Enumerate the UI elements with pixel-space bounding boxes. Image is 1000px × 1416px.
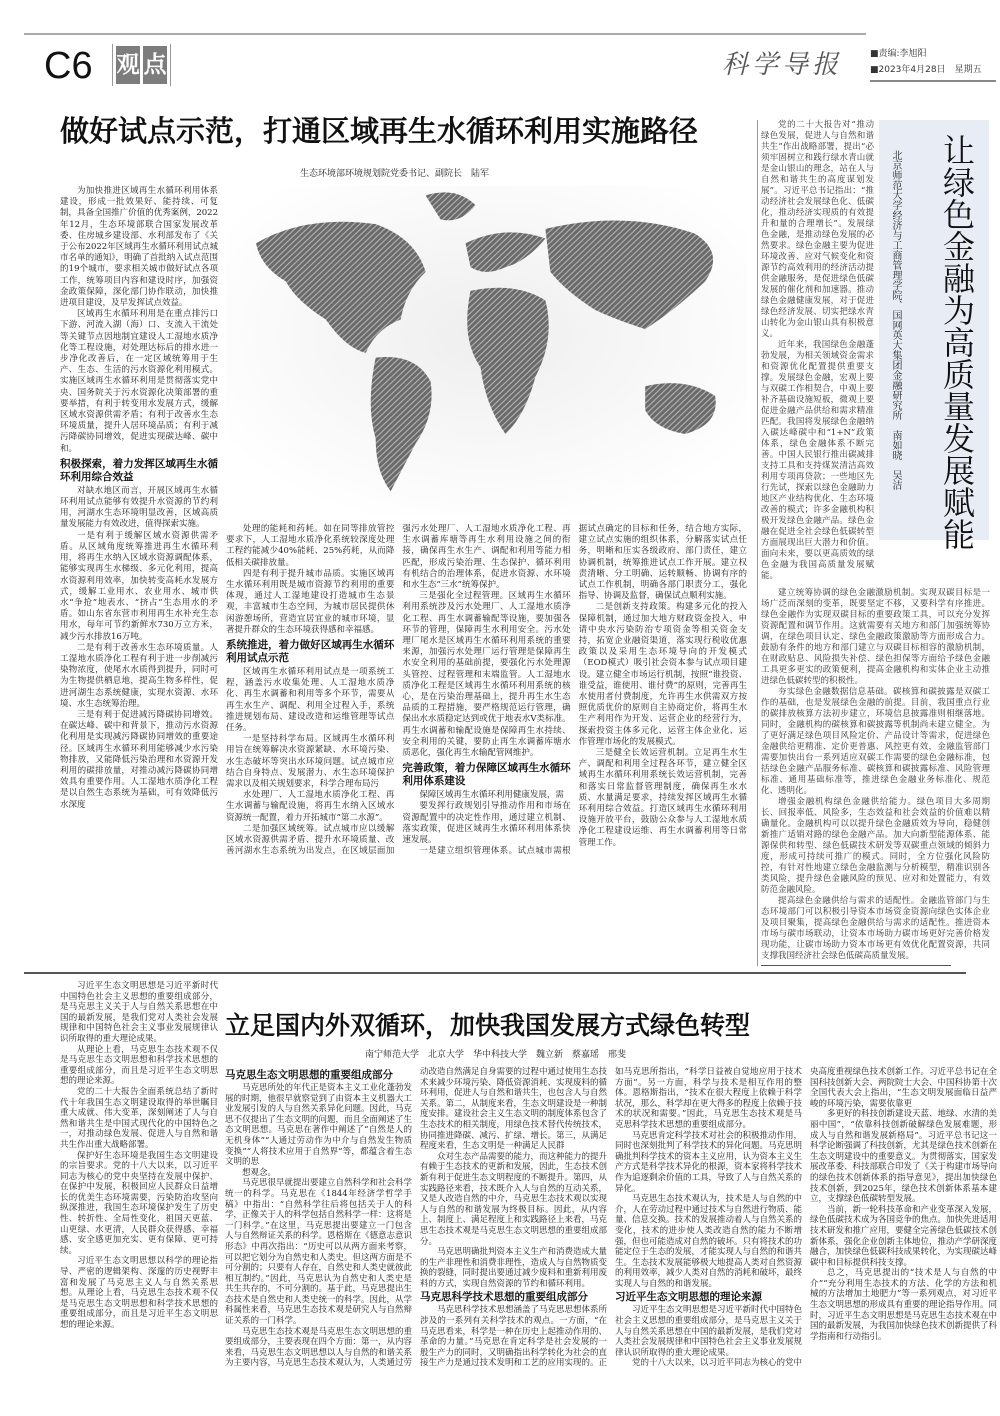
date: ■2023年4月28日 星期五 [870,65,982,75]
page-header [0,0,1000,108]
header-rule [24,33,866,35]
paragraph: 二是加强区域统筹。试点城市应以缓解区域水资源供需矛盾、提升水环境质量、改善河湖水生态系统为出发点，在区域层面加强污水处理厂、人工湿地水质净化工程、再生水调蓄库塘等再生水利用设施之间的衔接，确保再生水生产、调配和利用等能力相匹配，形成污染治理、生态保护、循环利用有机结合的治理体系，促进水资源、水环境和水生态“三水”统筹保护。 [226,524,571,857]
paragraph: 一是坚持科学布局。区域再生水循环利用旨在统筹解决水资源紧缺、水环境污染、水生态破坏等突出水环境问题。试点城市应结合自身特点、发展潜力、水生态环境保护需求以及相关规划要求，科学合理布局污 [226,734,395,790]
world-map-image [226,186,747,516]
article2-lower-text [761,588,990,962]
paragraph: 马克思科学技术思想涵盖了马克思思想体系所涉及的一系列有关科学技术的观点。一方面，“在马克思看来，科学是一种在历史上起推动作用的、革命的力量。”马克思在肯定科学是社会发展的一般生产力的同时，又明确指出科学转化为社会的直接生产力是通过技术发明和工艺的应用实现的。正如马克思所指出，“科学日益被自觉地应用于技术方面”。另一方面，科学与技术是相互作用的整体。恩格斯指出，“技术在很大程度上依赖于科学状况，那么，科学却在更大得多的程度上依赖于技术的状况和需要。”因此，马克思生态技术观是马克思科学技术思想的重要组成部分。 [420,1067,803,1369]
paragraph: 对缺水地区而言，开展区域再生水循环利用试点能够有效提升水资源的节约利用，河湖水生态环境明显改善，区域高质量发展能力有效改进，值得探索实施。 [60,485,218,530]
paragraph: 总之，马克思提出的“技术是人与自然的中介”“充分利用生态技术的方法、化学的方法和机械的方法增加土地肥力”等一系列观点，对习近平生态文明思想的形成具有重要的理论指导作用。同时，习近平生态文明思想是马克思生态技术观在中国的最新发展，为我国加快绿色技术创新提供了科学指南和行动指引。 [810,1268,998,1342]
article2-title-box [879,120,989,550]
paragraph: 习近平生态文明思想是习近平新时代中国特色社会主义思想的重要组成部分，是马克思主义关于人与自然关系思想在中国的最新发展，是我们党对人类社会发展规律和中国特色社会主义事业发展规律认识所取得的重大理论成果。 [615,1305,803,1358]
page-meta [870,46,996,82]
paragraph: 马克思很早就提出要建立自然科学和社会科学统一的科学。马克思在《1844年经济学哲学手稿》中指出：“自然科学往后将包括关于人的科学，正像关于人的科学包括自然科学一样：这将是一门科学。”在这里，马克思提出要建立一门包含人与自然辩证关系的科学。恩格斯在《德意志意识形态》中再次指出：“历史可以从两方面来考察，可以把它划分为自然史和人类史。但这两方面是不可分割的；只要有人存在，自然史和人类史就彼此相互制约。”因此，马克思认为自然史和人类史是共生共存的，不可分割的。基于此，马克思提出生态技术是自然史和人类史统一的科学。因此，从学科属性来看，马克思生态技术观是研究人与自然辩证关系的一门科学。 [225,1178,413,1327]
article3 [0,974,1000,1416]
paragraph: 三是有利于促进减污降碳协同增效。在碳达峰、碳中和背景下，推动污水资源化利用是实现减污降碳协同增效的重要途径。区域再生水循环利用能够减少水污染物排放，又能降低污染治理和水资源开发利用的碳排放量，对推动减污降碳协同增效具有重要作用。人工湿地水质净化工程是以自然生态系统为基础，可有效降低污水深度 [60,709,218,810]
subheading: 完善政策，着力保障区域再生水循环利用体系建设 [402,762,571,788]
paragraph: 当前，新一轮科技革命和产业变革深入发展，绿色低碳技术成为各国竞争的焦点。加快先进适用技术研发和推广应用，要健全完善绿色低碳技术创新体系，强化企业创新主体地位，推动产学研深度融合，加快绿色低碳科技成果转化，为实现碳达峰碳中和目标提供科技支撑。 [810,1204,998,1268]
article3-headline: 立足国内外双循环，加快我国发展方式绿色转型 [225,1011,751,1040]
article1-byline: 生态环境部环境规划院党委书记、副院长 陆军 [300,169,490,179]
paragraph: 保障区域再生水循环利用健康发展，需 [419,790,564,801]
paragraph: 保护好生态环境是我国生态文明建设的宗旨要求。党的十八大以来，以习近平同志为核心的党中央坚持在发展中保护、在保护中发展，积极回应人民群众日益增长的优美生态环境需要，污染防治攻坚向纵深推进，我国生态环境保护发生了历史性、转折性、全局性变化，祖国天更蓝、山更绿、水更清，人民群众获得感、幸福感、安全感更加充实、更有保障、更可持续。 [60,1150,218,1256]
paragraph: 区域再生水循环利用试点是一项系统工程，涵盖污水收集处理、人工湿地水质净化、再生水调蓄和利用等多个环节，需要从再生水生产、调配、利用全过程入手，系统推进规划布局、建设改造和运维管理等试点任务。 [226,667,395,734]
paragraph: 处理的能耗和药耗。如在同等排放管控要求下，人工湿地水质净化系统较深度处理工程约能减少40%能耗、25%药耗，从而降低相关碳排放量。 [226,524,395,568]
section-char: 点 [143,46,167,84]
subheading: 马克思科学技术思想的重要组成部分 [420,1291,588,1304]
paragraph: 四是有利于提升城市品质。实施区域再生水循环利用既是城市资源节约利用的重要体现，通过人工湿地建设打造城市生态景观，丰富城市生态空间，为城市居民提供休闲游憩场所，营造宜居宜业的城市环境，显著提升群众的生态环境获得感和幸福感。 [226,568,395,635]
article3-byline: 南宁师范大学 北京大学 华中科技大学 魏立新 蔡嘉瑶 邢斐 [365,1050,627,1060]
paragraph: 想观念。 [242,1167,277,1178]
paragraph: 近年来，我国绿色金融蓬勃发展，为相关领域资金需求和资源优化配置提供重要支撑。发展绿色金融，宏观上要与双碳工作相契合，中观上要补齐基础设施短板，微观上要促进金融产品供给和需求精准匹配。我国将发展绿色金融纳入碳达峰碳中和“1+N”政策体系，绿色金融体系不断完善。中国人民银行推出碳减排支持工具和支持煤炭清洁高效利用专项再贷款；一些地区先行先试，探索以绿色金融助力地区产业结构优化、生态环境改善的模式；许多金融机构积极开发绿色金融产品。绿色金融在促进全社会绿色低碳转型方面展现出巨大潜力和价值。面向未来，要以更高质效的绿色金融为我国高质量发展赋能。 [761,340,874,581]
editor: ■责编:李旭阳 [870,49,927,59]
paragraph: 党的二十大报告对“推动绿色发展，促进人与自然和谐共生”作出战略部署，提出“必须牢固树立和践行绿水青山就是金山银山的理念，站在人与自然和谐共生的高度谋划发展”。习近平总书记指出：“推动经济社会发展绿色化、低碳化，推动经济实现质的有效提升和量的合理增长”。发展绿色金融，是推动绿色发展的必然要求。绿色金融主要为促进环境改善、应对气候变化和资源节约高效利用的经济活动提供金融服务，是促进绿色低碳发展的催化剂和加速器。推动绿色金融健康发展，对于促进绿色经济发展、切实把绿水青山转化为金山银山具有积极意义。 [761,120,874,339]
paragraph: 一是有利于缓解区域水资源供需矛盾。从区域角度统筹推进再生水循环利用，将再生水纳入区域水资源调配体系，能够实现再生水梯级、多元化利用，提高水资源利用效率，加快转变高耗水发展方式，缓解工业用水、农业用水、城市供水“争抢”地表水、“挤占”生态用水的矛盾。如山东省东营市利用再生水补充生态用水，每年可节约新鲜水730万立方米，减少污水排放16万吨。 [60,530,218,642]
subheading: 习近平生态文明思想的理论来源 [615,1291,762,1304]
article1-headline: 做好试点示范，打通区域再生水循环利用实施路径 [60,114,699,148]
page-number: C6 [44,45,93,87]
paragraph: 区域再生水循环利用是在重点排污口下游、河流入湖（海）口、支流入干流处等关键节点因地制宜建设人工湿地水质净化等工程设施，对处理达标后的排水进一步净化改善后，在一定区域统筹用于生产、生态、生活的污水资源化利用模式。实施区域再生水循环利用是贯彻落实党中央、国务院关于污水资源化决策部署的重要举措，有利于转变用水发展方式，缓解区域水资源供需矛盾；有利于改善水生态环境质量，提升人居环境品质；有利于减污降碳协同增效，促进实现碳达峰、碳中和。 [60,309,218,454]
paragraph: 习近平生态文明思想以科学的理论指导、严密的逻辑架构、深邃的历史视野丰富和发展了马克思主义人与自然关系思想。从理论上看，马克思生态技术观不仅是马克思生态文明思想和科学技术思想的重要组成部分，而且是习近平生态文明思想的理论来源。 [60,1256,218,1330]
paragraph: 众对生态产品需要的能力，而这种能力的提升有赖于生态技术的更新和发展，因此，生态技术创新有利于促进生态文明程度的不断提升。第四，从实践路径来看，技术既介入人与自然的互动关系，又是人改造自然的中介，马克思生态技术观以实现人与自然的和谐发展为终极目标。因此，从内容上、制度上、满足程度上和实践路径上来看，马克思生态技术观是马克思生态文明思想的重要组成部分。 [420,1151,608,1247]
article3-col-1 [60,981,218,1416]
article2-upper-text [761,120,874,582]
paragraph: 增强金融机构绿色金融供给能力。绿色项目大多周期长、回报率低、风险多，生态效益和社会效益的价值难以精确量化。金融机构可以以提升绿色金融质效为导向，稳健创新推广适销对路的绿色金融产品。加大向新型能源体系、能源保供和转型、绿色低碳技术研发等双碳重点领域的倾斜力度，形成可持续可推广的模式。同时，全方位强化风险防控，有针对性地建立绿色金融监测与分析模型，精准识别各类风险，提升绿色金融风险的预见、应对和处置能力，有效防范金融风险。 [761,797,990,895]
paragraph: 马克思所处的年代正是资本主义工业化蓬勃发展的时期，他很早就察觉到了由资本主义机器大工业发展引发的人与自然关系异化问题。因此，马克思不仅提出了生态文明的问题，而且全面阐述了生态文明思想。马克思在著作中阐述了“自然是人的无机身体”“人通过劳动作为中介与自然发生物质变换”“人将技术应用于自然界”等，都蕴含着生态文明的思 [225,1083,413,1168]
article2-headline: 让绿色金融为高质量发展赋能 [938,134,976,550]
article2-byline: 北京师范大学经济与工商管理学院、国网英大集团金融研究所 南如晓 吴洁 [890,150,901,490]
paragraph: 三是强化全过程管理。区域再生水循环利用系统涉及污水处理厂、人工湿地水质净化工程、再生水调蓄输配等设施，要加强各环节的管理，保障再生水利用安全。污水处理厂尾水是区域再生水循环利用系统的重要来源，加强污水处理厂运行管理是保障再生水安全利用的基础前提，要强化污水处理源头管控、过程管理和末端监管。人工湿地水质净化工程是区域再生水循环利用系统的核心，是在污染治理基础上，提升再生水生态品质的工程措施，要严格规范运行管理，确保出水水质稳定达到或优于地表水V类标准。再生水调蓄和输配设施是保障再生水持续、安全利用的关键，要防止再生水调蓄库塘水质恶化，强化再生水输配管网维护。 [402,591,571,759]
subheading: 马克思生态文明思想的重要组成部分 [225,1069,393,1081]
paragraph: 马克思明确批判资本主义生产和消费造成大量的生产非理性和消费非理性，造成人与自然物质变换的裂缝，同时提出要通过减少废料和重新利用废料的方式，实现自然资源的节约和循环利用。 [420,1247,608,1289]
article2-end-rule [761,965,951,966]
paragraph: 马克思肯定科学技术对社会的积极推动作用，同时也深刻批判了科学技术的异化问题。马克思明确批判科学技术的资本主义应用，认为资本主义生产方式是科学技术异化的根源，资本家将科学技术作为追逐剩余价值的工具，导致了人与自然关系的异化。 [615,1130,803,1194]
paragraph: 要发挥行政规划引导推动作用和市场在资源配置中的决定性作用，通过建立机制、落实政策，促进区域再生水循环利用体系快速发展。 [402,801,571,846]
paragraph: 水处理厂、人工湿地水质净化工程、再生水调蓄与输配设施，将再生水纳入区域水资源统一配置，着力开拓城市“第二水源”。 [226,790,395,823]
article1-columns-2-4 [226,524,747,857]
paragraph: 提高绿色金融供给与需求的适配性。金融监管部门与生态环境部门可以积极引导资本市场资金资源向绿色实体企业及项目聚集，提高绿色金融供给与需求的适配性。推进资本市场与碳市场联动，让资本市场助力碳市场更好完善价格发现功能，让碳市场助力资本市场更有效优化配置资源，共同支撑我国经济社会绿色低碳高质量发展。 [761,896,990,961]
article3-columns [225,1067,997,1369]
subheading: 系统推进，着力做好区域再生水循环利用试点示范 [226,639,395,665]
upper-section [0,108,1000,966]
paragraph: 习近平生态文明思想是习近平新时代中国特色社会主义思想的重要组成部分，是马克思主义关于人与自然关系思想在中国的最新发展，是我们党对人类社会发展规律和中国特色社会主义事业发展规律认识所取得的重大理论成果。 [60,981,218,1044]
paragraph: 为加快推进区域再生水循环利用体系建设，形成一批效果好、能持续、可复制，具备全国推广价值的优秀案例，2022年12月，生态环境部联合国家发展改革委、住房城乡建设部、水利部发布了《关于公布2022年区域再生水循环利用试点城市名单的通知》，明确了首批纳入试点范围的19个城市，要求相关城市做好试点各项工作，统筹项目内容和建设时序，加强资金政策保障，深化部门协作联动，加快推进项目建设，及早发挥试点效益。 [60,186,218,309]
article2 [757,120,990,966]
paragraph: 党的十八大以来，以习近平同志为核心的党中央高度重视绿色技术创新工作。习近平总书记在全国科技创新大会、两院院士大会、中国科协第十次全国代表大会上指出，“生态文明发展面临日益严峻的环境污染，需要依靠更 [632,1067,998,1369]
paragraph: 多更好的科技创新建设天蓝、地绿、水清的美丽中国”，“依靠科技创新破解绿色发展难题，形成人与自然和谐发展新格局”。习近平总书记这一科学论断强调了科技创新，尤其是绿色技术创新在生态文明建设中的重要意义。为贯彻落实，国家发展改革委、科技部联合印发了《关于构建市场导向的绿色技术创新体系的指导意见》，提出加快绿色技术创新，到2025年，绿色技术创新体系基本建立，支撑绿色低碳转型发展。 [810,1109,998,1205]
paragraph: 夯实绿色金融数据信息基础。碳核算和碳披露是双碳工作的基础，也是发展绿色金融的前提。目前，我国重点行业的碳排放核算方法初步建立，环境信息披露准则相继落地。同时，金融机构的碳核算和碳披露等机制尚未建立健全。为了更好满足绿色项目风险定价、产品设计等需求，促进绿色金融供给更精准、定价更普惠、风控更有效，金融监管部门需要加快出台一系列适应双碳工作需要的绿色金融标准，包括绿色金融产品服务标准、碳核算和碳披露标准、风险管理标准、通用基础标准等，推进绿色金融业务标准化、规范化、透明化。 [761,687,990,796]
subheading: 积极探索，着力发挥区域再生水循环利用综合效益 [60,457,218,483]
paragraph: 二是创新支持政策。构建多元化的投入保障机制，通过加大地方财政资金投入，申请中央水污染防治专项资金等相关资金支持，拓宽企业融资渠道，落实现行税收优惠政策以及采用生态环境导向的开发模式（EOD模式）吸引社会资本参与试点项目建设。建立健全市场运行机制，按照“谁投资、谁受益，谁使用、谁付费”的原则，完善再生水使用者付费制度，允许再生水供需双方按照优质优价的原则自主协商定价，将再生水生产利用作为开发、运营企业的经营行为，探索投资主体多元化、运营主体企业化、运作管理市场化的发展模式。 [578,602,747,747]
paragraph: 二是有利于改善水生态环境质量。人工湿地水质净化工程有利于进一步削减污染物浓度，使尾水水质得到提升，同时可为生物提供栖息地，提高生物多样性，促进河湖生态系统健康，实现水资源、水环境、水生态统筹治理。 [60,642,218,709]
paragraph: 从理论上看，马克思生态技术观不仅是马克思生态文明思想和科学技术思想的重要组成部分，而且是习近平生态文明思想的理论来源。 [60,1044,218,1087]
paragraph: 三是健全长效运营机制。立足再生水生产、调配和利用全过程各环节，建立健全区域再生水循环利用系统长效运营机制，完善和落实日常监督管理制度，确保再生水水质、水量满足要求，持续发挥区域再生水循环利用综合效益。打造区域再生水循环利用设施开放平台，鼓励公众参与人工湿地水质净化工程建设运维、再生水调蓄利用等日常管理工作。 [578,748,747,848]
paragraph: 一是建立组织管理体系。试点城市需根据试点确定的目标和任务，结合地方实际，建立试点实施的组织体系，分解落实试点任务，明晰和压实各级政府、部门责任，建立协调机制，统筹推进试点工作开展。建立权责清晰、分工明确、运转顺畅、协调有序的试点工作机制，明确各部门职责分工，强化指导、协调及监督，确保试点顺利实施。 [419,524,747,857]
paragraph: 马克思生态技术观认为，技术是人与自然的中介，人在劳动过程中通过技术与自然进行物质、能量、信息交换。技术的发展推动着人与自然关系的变化，技术的进步使人类改造自然的能力不断增强，但也可能造成对自然的破坏。只有将技术的功能定位于生态的发展，才能实现人与自然的和谐共生。生态技术发展能够极大地提高人类对自然资源的利用效率，减少人类对自然的消耗和破坏，最终实现人与自然的和谐发展。 [615,1194,803,1289]
paragraph: 马克思生态技术观是马克思生态文明思想的重要组成部分，主要表现在四个方面：第一，从内容来看，马克思生态文明思想以人与自然的和谐关系为主要内容，马克思生态技术观认为，人类通过劳动改造自然满足自身需要的过程中通过使用生态技术来减少环境污染、降低资源消耗、实现废料的循环利用，促进人与自然和谐共生，也包含人与自然关系。第二，从制度来看，生态文明建设是一种制度安排。建设社会主义生态文明的制度体系包含了生态技术的相关制度，用绿色技术替代传统技术，协同推进降碳、减污、扩绿、增长。第三，从满足程度来看，生态文明是一种满足人民群 [225,1067,608,1369]
masthead-logo: 科学导报 [722,50,843,80]
paragraph: 建立统筹协调的绿色金融激励机制。实现双碳目标是一场广泛而深刻的变革，既要坚定不移，又要科学有序推进。绿色金融作为实现双碳目标的重要政策工具，可以充分发挥资源配置和调节作用。这就需要有关地方和部门加强统筹协调，在绿色项目认定、绿色金融政策激励等方面形成合力。鼓励有条件的地方和部门建立与双碳目标相容的激励机制，在财政贴息、风险损失补偿、绿色担保等方面给予绿色金融工具更多更实的政策便利，提高金融机构和实体企业主动推进绿色低碳转型的积极性。 [761,588,990,686]
section-label [112,44,171,86]
section-char: 观 [116,46,140,84]
paragraph: 党的二十大报告全面系统总结了新时代十年我国生态文明建设取得的举世瞩目重大成就、伟大变革，深刻阐述了人与自然和谐共生是中国式现代化的中国特色之一，对推动绿色发展、促进人与自然和谐共生作出重大战略部署。 [60,1086,218,1150]
article1-col-1 [60,186,218,811]
article1 [60,108,747,857]
